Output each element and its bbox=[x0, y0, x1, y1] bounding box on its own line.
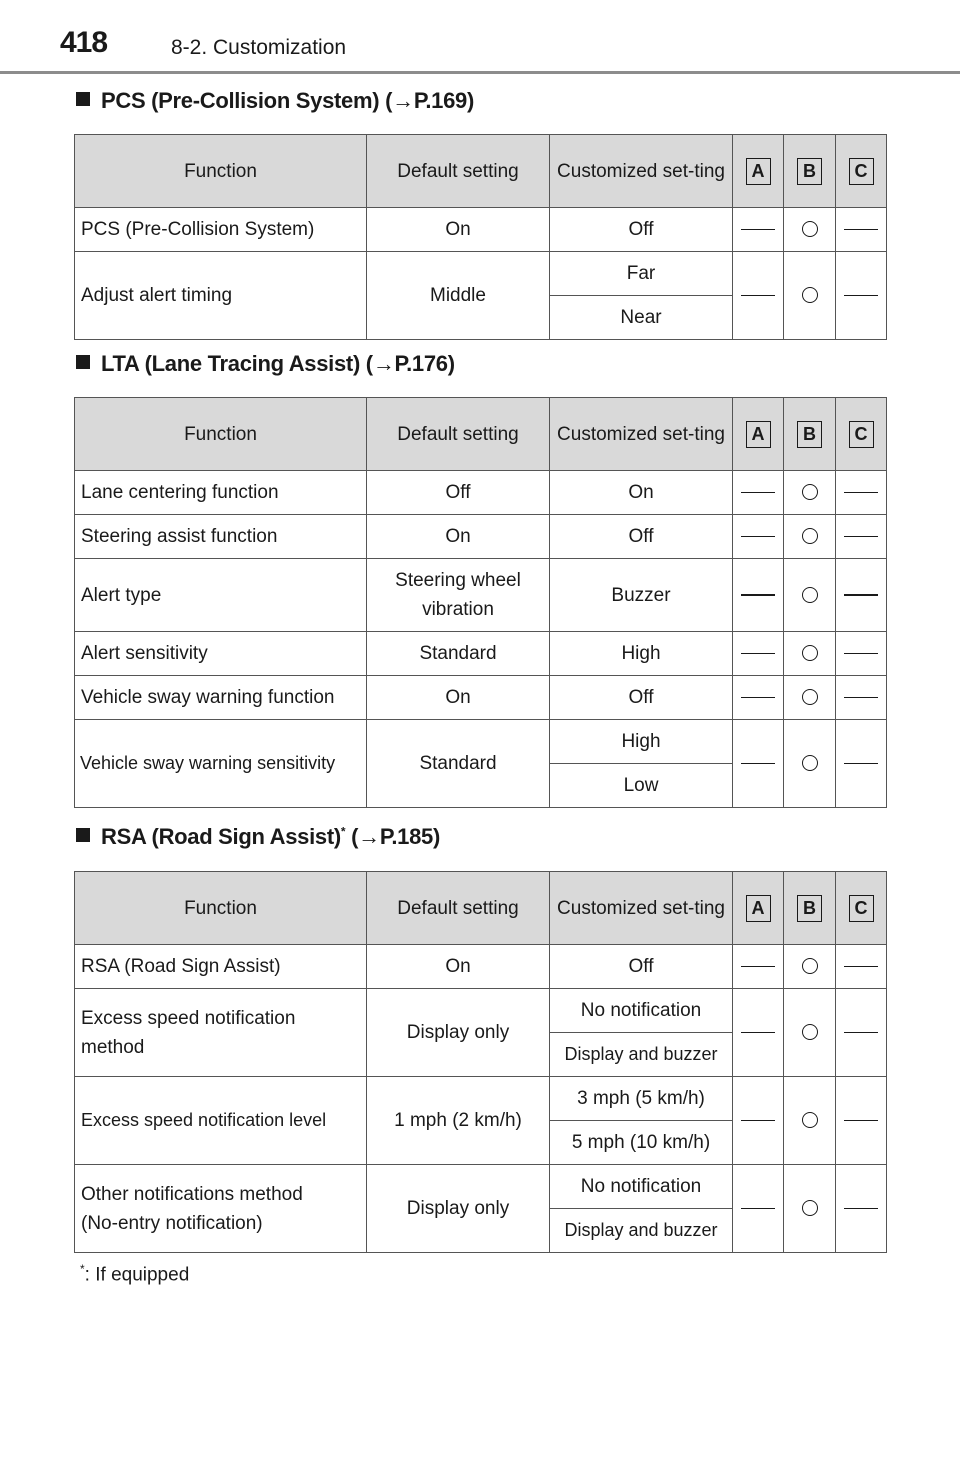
dash-icon bbox=[733, 945, 784, 989]
dash-icon bbox=[733, 676, 784, 720]
table-row: Display and buzzer bbox=[75, 1209, 887, 1253]
chapter-title: 8-2. Customization bbox=[171, 36, 347, 59]
section-title-rsa: RSA (Road Sign Assist)* (→P.185) bbox=[76, 824, 440, 850]
circle-icon bbox=[784, 252, 836, 340]
circle-icon bbox=[784, 1165, 836, 1253]
circle-icon bbox=[784, 632, 836, 676]
circle-icon bbox=[784, 471, 836, 515]
dash-icon bbox=[836, 676, 887, 720]
rsa-table bbox=[74, 871, 887, 1253]
footnote-asterisk: * bbox=[80, 1262, 85, 1276]
dash-icon bbox=[836, 252, 887, 340]
circle-icon bbox=[784, 559, 836, 632]
table-header-row bbox=[75, 872, 887, 945]
section-title-lta: LTA (Lane Tracing Assist) (→P.176) bbox=[76, 351, 455, 377]
page-reference-link[interactable]: P.169) bbox=[413, 88, 474, 113]
circle-icon bbox=[784, 676, 836, 720]
footnote-text: : If equipped bbox=[84, 1264, 190, 1286]
dash-icon bbox=[733, 515, 784, 559]
col-header-function: Function bbox=[75, 398, 367, 471]
section-title-pcs: PCS (Pre-Collision System) (→P.169) bbox=[76, 88, 474, 114]
dash-icon bbox=[836, 515, 887, 559]
bullet-square-icon bbox=[76, 355, 90, 369]
table-row: Lane centering function Off On bbox=[75, 471, 887, 515]
dash-icon bbox=[733, 208, 784, 252]
table-header-row bbox=[75, 135, 887, 208]
bullet-square-icon bbox=[76, 828, 90, 842]
dash-icon bbox=[733, 1165, 784, 1253]
page-reference-link[interactable]: P.176) bbox=[394, 351, 455, 376]
page-number: 418 bbox=[60, 26, 108, 59]
arrow-right-icon: → bbox=[372, 351, 395, 376]
dash-icon bbox=[836, 559, 887, 632]
dash-icon bbox=[836, 1077, 887, 1165]
footnote-asterisk: * bbox=[340, 824, 346, 839]
circle-icon bbox=[784, 1077, 836, 1165]
col-header-a: A bbox=[733, 872, 784, 945]
col-header-default: Default setting bbox=[367, 398, 550, 471]
dash-icon bbox=[836, 632, 887, 676]
bullet-square-icon bbox=[76, 92, 90, 106]
circle-icon bbox=[784, 989, 836, 1077]
table-row: Alert sensitivity Standard High bbox=[75, 632, 887, 676]
col-header-default: Default setting bbox=[367, 135, 550, 208]
col-header-c: C bbox=[836, 398, 887, 471]
dash-icon bbox=[836, 989, 887, 1077]
dash-icon bbox=[836, 208, 887, 252]
col-header-b: B bbox=[784, 872, 836, 945]
circle-icon bbox=[784, 720, 836, 808]
page-header bbox=[0, 0, 960, 76]
table-row: PCS (Pre-Collision System) On Off bbox=[75, 208, 887, 252]
pcs-table bbox=[74, 134, 887, 340]
dash-icon bbox=[733, 1077, 784, 1165]
circle-icon bbox=[784, 208, 836, 252]
arrow-right-icon: → bbox=[358, 824, 380, 849]
dash-icon bbox=[836, 1165, 887, 1253]
col-header-default: Default setting bbox=[367, 872, 550, 945]
col-header-custom: Customized set-ting bbox=[550, 398, 733, 471]
col-header-b: B bbox=[784, 135, 836, 208]
col-header-a: A bbox=[733, 398, 784, 471]
header-rule bbox=[0, 71, 960, 74]
dash-icon bbox=[836, 471, 887, 515]
lta-table bbox=[74, 397, 887, 808]
dash-icon bbox=[733, 559, 784, 632]
table-row: Adjust alert timing Middle Far bbox=[75, 252, 887, 296]
col-header-c: C bbox=[836, 872, 887, 945]
col-header-a: A bbox=[733, 135, 784, 208]
dash-icon bbox=[733, 720, 784, 808]
circle-icon bbox=[784, 515, 836, 559]
table-row: Steering assist function On Off bbox=[75, 515, 887, 559]
footnote bbox=[80, 1262, 189, 1286]
table-row: RSA (Road Sign Assist) On Off bbox=[75, 945, 887, 989]
circle-icon bbox=[784, 945, 836, 989]
col-header-function: Function bbox=[75, 135, 367, 208]
col-header-b: B bbox=[784, 398, 836, 471]
col-header-custom: Customized set-ting bbox=[550, 872, 733, 945]
table-row: Excess speed notification level 1 mph (2 km/h) 3 mph (5 km/h) bbox=[75, 1077, 887, 1121]
table-row: Low bbox=[75, 764, 887, 808]
page-reference-link[interactable]: P.185) bbox=[379, 824, 441, 849]
table-row: Excess speed notification method Display only No notification bbox=[75, 989, 887, 1033]
table-row: Vehicle sway warning sensitivity Standard High bbox=[75, 720, 887, 764]
dash-icon bbox=[733, 471, 784, 515]
col-header-function: Function bbox=[75, 872, 367, 945]
table-header-row bbox=[75, 398, 887, 471]
table-row: Other notifications method (No-entry notification) Display only No notification bbox=[75, 1165, 887, 1209]
table-row: 5 mph (10 km/h) bbox=[75, 1121, 887, 1165]
dash-icon bbox=[733, 252, 784, 340]
dash-icon bbox=[733, 632, 784, 676]
table-row: Alert type Steering wheel vibration Buzzer bbox=[75, 559, 887, 632]
dash-icon bbox=[733, 989, 784, 1077]
col-header-c: C bbox=[836, 135, 887, 208]
arrow-right-icon: → bbox=[392, 88, 414, 113]
col-header-custom: Customized set-ting bbox=[550, 135, 733, 208]
dash-icon bbox=[836, 720, 887, 808]
table-row: Display and buzzer bbox=[75, 1033, 887, 1077]
dash-icon bbox=[836, 945, 887, 989]
table-row: Near bbox=[75, 296, 887, 340]
table-row: Vehicle sway warning function On Off bbox=[75, 676, 887, 720]
